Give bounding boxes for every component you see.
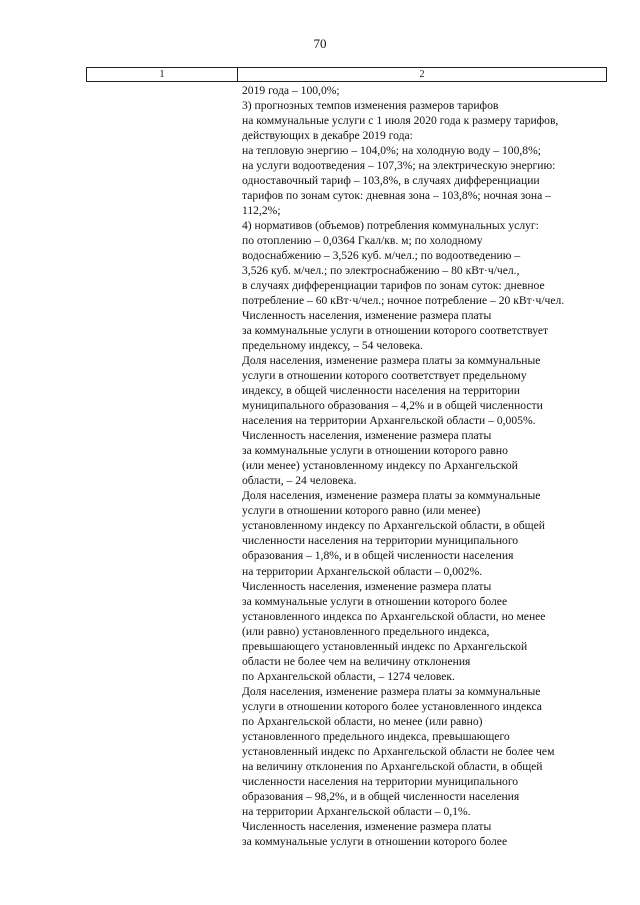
text-line: установленному индексу по Архангельской области, в общей [242,519,545,533]
text-line: по Архангельской области, – 1274 человек. [242,669,455,683]
text-line: услуги в отношении которого равно (или менее) [242,504,481,518]
text-line: области, – 24 человека. [242,474,357,488]
text-line: образования – 98,2%, и в общей численности населения [242,789,520,803]
text-line: установленный индекс по Архангельской области не более чем [242,744,555,758]
text-line: за коммунальные услуги в отношении которого более [242,594,508,608]
table-header-row [86,67,607,82]
text-line: услуги в отношении которого более установленного индекса [242,699,542,713]
text-line: Доля населения, изменение размера платы за коммунальные [242,684,541,698]
text-line: Численность населения, изменение размера платы [242,429,492,443]
text-line: на коммунальные услуги с 1 июля 2020 года к размеру тарифов, [242,114,559,128]
text-line: муниципального образования – 4,2% и в общей численности [242,399,543,413]
text-line: Численность населения, изменение размера платы [242,309,492,323]
text-line: населения на территории Архангельской области – 0,005%. [242,414,536,428]
text-line: установленного индекса по Архангельской области, но менее [242,609,546,623]
text-line: (или менее) установленному индексу по Архангельской [242,459,518,473]
text-line: тарифов по зонам суток: дневная зона – 103,8%; ночная зона – [242,189,551,203]
table-header-col-1: 1 [87,68,238,81]
text-line: в случаях дифференциации тарифов по зонам суток: дневное [242,279,545,293]
page-number: 70 [313,36,327,51]
text-line: действующих в декабре 2019 года: [242,129,413,143]
text-line: 3,526 куб. м/чел.; по электроснабжению – 80 кВт·ч/чел., [242,264,520,278]
text-line: на величину отклонения по Архангельской области, в общей [242,759,543,773]
text-line: установленного предельного индекса, превышающего [242,729,510,743]
text-line: Численность населения, изменение размера платы [242,819,492,833]
text-line: индексу, в общей численности населения на территории [242,384,520,398]
text-line: услуги в отношении которого соответствует предельному [242,369,527,383]
text-line: 3) прогнозных темпов изменения размеров тарифов [242,99,499,113]
text-line: на тепловую энергию – 104,0%; на холодную воду – 100,8%; [242,144,541,158]
text-line: предельному индексу, – 54 человека. [242,339,423,353]
document-body-text [242,83,612,849]
text-line: 2019 года – 100,0%; [242,84,340,97]
text-line: 4) нормативов (объемов) потребления коммунальных услуг: [242,219,539,233]
text-line: водоснабжению – 3,526 куб. м/чел.; по водоотведению – [242,249,521,263]
text-line: Численность населения, изменение размера платы [242,579,492,593]
text-line: численности населения на территории муниципального [242,534,519,548]
text-line: за коммунальные услуги в отношении которого равно [242,444,508,458]
text-line: численности населения на территории муниципального [242,774,519,788]
text-line: Доля населения, изменение размера платы за коммунальные [242,489,541,503]
text-line: по Архангельской области, но менее (или равно) [242,714,483,728]
text-line: Доля населения, изменение размера платы за коммунальные [242,354,541,368]
text-line: за коммунальные услуги в отношении которого соответствует [242,324,549,338]
text-line: по отоплению – 0,0364 Гкал/кв. м; по холодному [242,234,483,248]
text-line: 112,2%; [242,204,281,218]
text-line: превышающего установленный индекс по Архангельской [242,639,528,653]
text-line: за коммунальные услуги в отношении которого более [242,834,508,848]
text-line: области не более чем на величину отклонения [242,654,471,668]
text-line: (или равно) установленного предельного индекса, [242,624,490,638]
text-line: на территории Архангельской области – 0,1%. [242,804,471,818]
text-line: на территории Архангельской области – 0,002%. [242,564,483,578]
text-line: потребление – 60 кВт·ч/чел.; ночное потребление – 20 кВт·ч/чел. [242,294,565,308]
text-line: одноставочный тариф – 103,8%, в случаях дифференциации [242,174,540,188]
text-line: на услуги водоотведения – 107,3%; на электрическую энергию: [242,159,556,173]
table-header-col-2: 2 [419,69,425,80]
text-line: образования – 1,8%, и в общей численности населения [242,549,514,563]
